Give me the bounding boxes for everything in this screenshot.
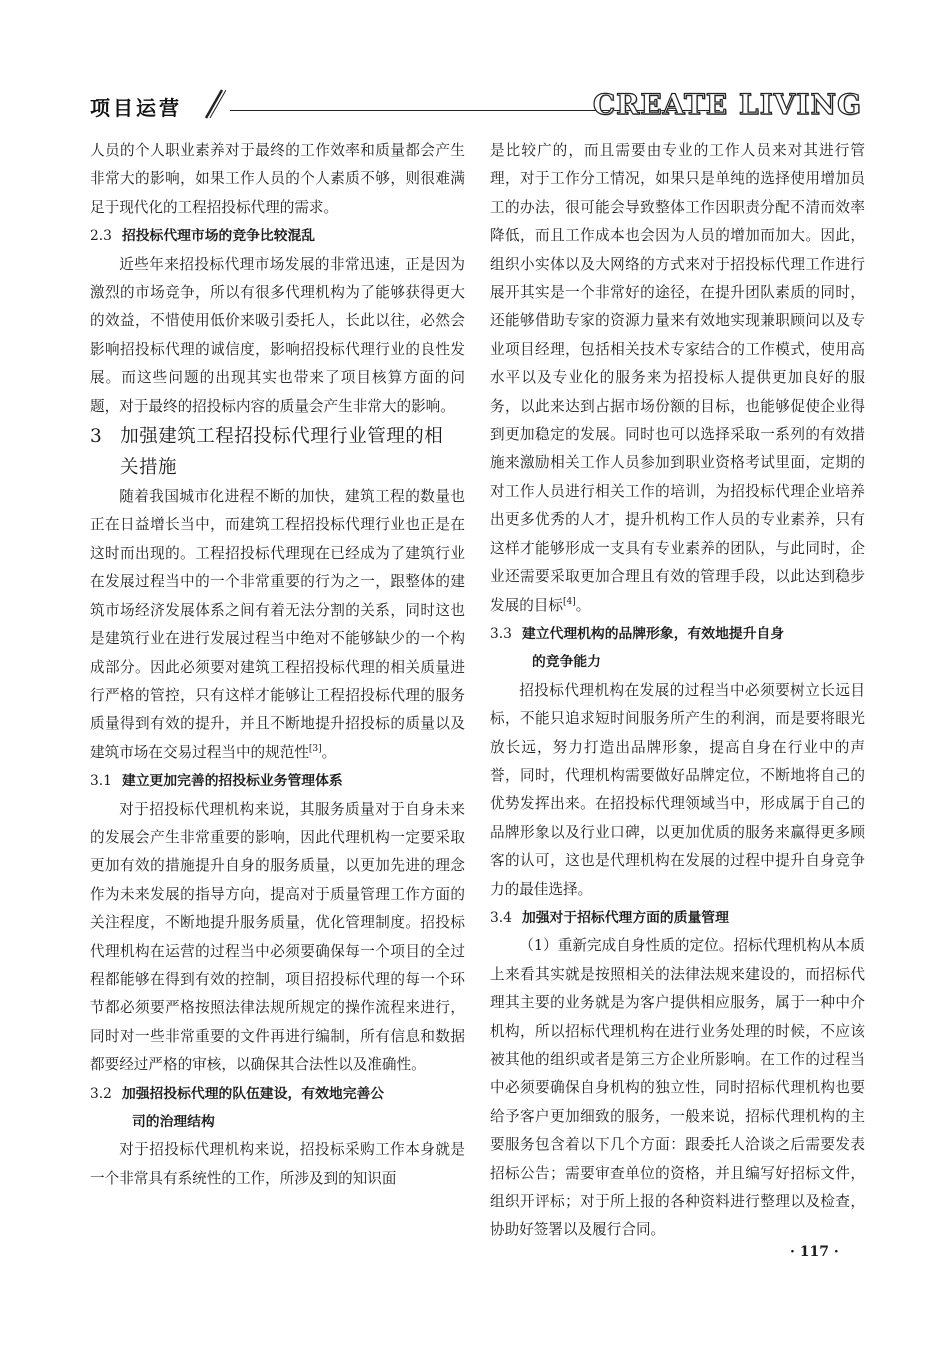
citation-ref: [3] bbox=[308, 743, 322, 754]
section-title-line2: 司的治理结构 bbox=[132, 1114, 215, 1130]
section-number: 3.4 bbox=[490, 909, 512, 926]
paragraph-end: 。 bbox=[321, 743, 337, 761]
section-number: 3.1 bbox=[90, 773, 112, 790]
section-title-line2: 关措施 bbox=[120, 457, 178, 479]
paragraph: 近些年来招投标代理市场发展的非常迅速，正是因为激烈的市场竞争，所以有很多代理机构为了能够获得更大的效益，不惜使用低价来吸引委托人，长此以往，必然会影响招投标代理的诚信度，影响招投标代理行业的良性发展。而这些问题的出现其实也带来了项目核算方面的问题，对于最终的招投标内容的质量会产生非常大的影响。 bbox=[90, 255, 465, 415]
paragraph-end: 。 bbox=[575, 596, 591, 614]
section-heading-3 bbox=[90, 421, 465, 483]
section-title-line1: 加强招投标代理的队伍建设，有效地完善公 bbox=[121, 1085, 385, 1102]
section-number: 3 bbox=[90, 426, 103, 448]
paragraph: 人员的个人职业素养对于最终的工作效率和质量都会产生非常大的影响，如果工作人员的个人素质不够，则很难满足于现代化的工程招投标代理的需求。 bbox=[90, 142, 465, 216]
section-title: 建立更加完善的招投标业务管理体系 bbox=[121, 773, 343, 790]
section-heading-3-3 bbox=[490, 620, 865, 677]
section-number: 3.3 bbox=[490, 625, 512, 642]
section-title-line1: 建立代理机构的品牌形象，有效地提升自身 bbox=[521, 625, 785, 642]
section-heading-3-2 bbox=[90, 1080, 465, 1137]
section-number: 2.3 bbox=[90, 228, 112, 245]
section-title: 加强对于招标代理方面的质量管理 bbox=[521, 909, 729, 926]
section-heading-3-4 bbox=[490, 904, 865, 932]
paragraph: 对于招投标代理机构来说，招投标采购工作本身就是一个非常具有系统性的工作，所涉及到的知识面 bbox=[90, 1141, 465, 1187]
section-label: 项目运营 bbox=[90, 96, 182, 120]
brand-logo: CREATE LIVING bbox=[592, 88, 862, 121]
paragraph bbox=[490, 137, 865, 620]
section-heading-3-1 bbox=[90, 767, 465, 795]
paragraph: （1）重新完成自身性质的定位。招标代理机构从本质上来看其实就是按照相关的法律法规来建设的，而招标代理其主要的业务就是为客户提供相应服务，属于一种中介机构，所以招标代理机构在进行业务处理的时候，不应该被其他的组织或者是第三方企业所影响。在工作的过程当中必须要确保自身机构的独立性，同时招标代理机构也要给予客户更加细致的服务，一般来说，招标代理机构的主要服务包含着以下几个方面：跟委托人洽谈之后需要发表招标公告；需要审查单位的资格，并且编写好招标文件，组织开评标；对于所上报的各种资料进行整理以及检查，协助好签署以及履行合同。 bbox=[490, 937, 865, 1239]
page-number: · 117 · bbox=[790, 1244, 839, 1260]
section-title-line1: 加强建筑工程招投标代理行业管理的相 bbox=[120, 426, 444, 448]
paragraph-text: 是比较广的，而且需要由专业的工作人员来对其进行管理，对于工作分工情况，如果只是单纯的选择使用增加员工的办法，很可能会导致整体工作因职责分配不清而效率降低，而且工作成本也会因为人员的增加而加大。因此，组织小实体以及大网络的方式来对于招投标代理工作进行展开其实是一个非常好的途径，在提升团队素质的同时，还能够借助专家的资源力量来有效地实现兼职顾问以及专业项目经理，包括相关技术专家结合的工作模式，使用高水平以及专业化的服务来为招投标人提供更加良好的服务，以此来达到占据市场份额的目标，也能够促使企业得到更加稳定的发展。同时也可以选择采取一系列的有效措施来激励相关工作人员参加到职业资格考试里面，定期的对工作人员进行相关工作的培训，为招投标代理企业培养出更多优秀的人才，提升机构工作人员的专业素养，只有这样才能够形成一支具有专业素养的团队，与此同时，企业还需要采取更加合理且有效的管理手段，以此达到稳步发展的目标 bbox=[490, 142, 865, 614]
citation-ref: [4] bbox=[562, 596, 576, 607]
running-header bbox=[90, 88, 862, 128]
section-title-line2: 的竞争能力 bbox=[532, 654, 601, 671]
section-number: 3.2 bbox=[90, 1085, 112, 1102]
section-title: 招投标代理市场的竞争比较混乱 bbox=[121, 228, 316, 245]
paragraph-text: 随着我国城市化进程不断的加快，建筑工程的数量也正在日益增长当中，而建筑工程招投标代理行业也正是在这时而出现的。工程招投标代理现在已经成为了建筑行业在发展过程当中的一个非常重要的行为之一，跟整体的建筑市场经济发展体系之间有着无法分割的关系，同时这也是建筑行业在进行发展过程当中绝对不能够缺少的一个构成部分。因此必须要对建筑工程招投标代理的相关质量进行严格的管控，只有这样才能够让工程招投标代理的服务质量得到有效的提升，并且不断地提升招投标的质量以及建筑市场在交易过程当中的规范性 bbox=[90, 488, 465, 761]
right-column bbox=[490, 137, 865, 1245]
paragraph: 招投标代理机构在发展的过程当中必须要树立长远目标，不能只追求短时间服务所产生的利润，而是要将眼光放长远，努力打造出品牌形象，提高自身在行业中的声誉，同时，代理机构需要做好品牌定位，不断地将自己的优势发挥出来。在招投标代理领域当中，形成属于自己的品牌形象以及行业口碑，以更加优质的服务来赢得更多顾客的认可，这也是代理机构在发展的过程中提升自身竞争力的最佳选择。 bbox=[490, 681, 865, 898]
section-heading-2-3 bbox=[90, 222, 465, 250]
paragraph: 对于招投标代理机构来说，其服务质量对于自身未来的发展会产生非常重要的影响，因此代理机构一定要采取更加有效的措施提升自身的服务质量，以更加先进的理念作为未来发展的指导方向，提高对于质量管理工作方面的关注程度，不断地提升服务质量，优化管理制度。招投标代理机构在运营的过程当中必须要确保每一个项目的全过程都能够在得到有效的控制，项目招投标代理的每一个环节都必须要严格按照法律法规所规定的操作流程来进行，同时对一些非常重要的文件再进行编制，所有信息和数据都要经过严格的审核，以确保其合法性以及准确性。 bbox=[90, 800, 465, 1074]
header-slash-ornament bbox=[202, 88, 226, 120]
paragraph bbox=[90, 483, 465, 767]
left-column bbox=[90, 137, 465, 1193]
